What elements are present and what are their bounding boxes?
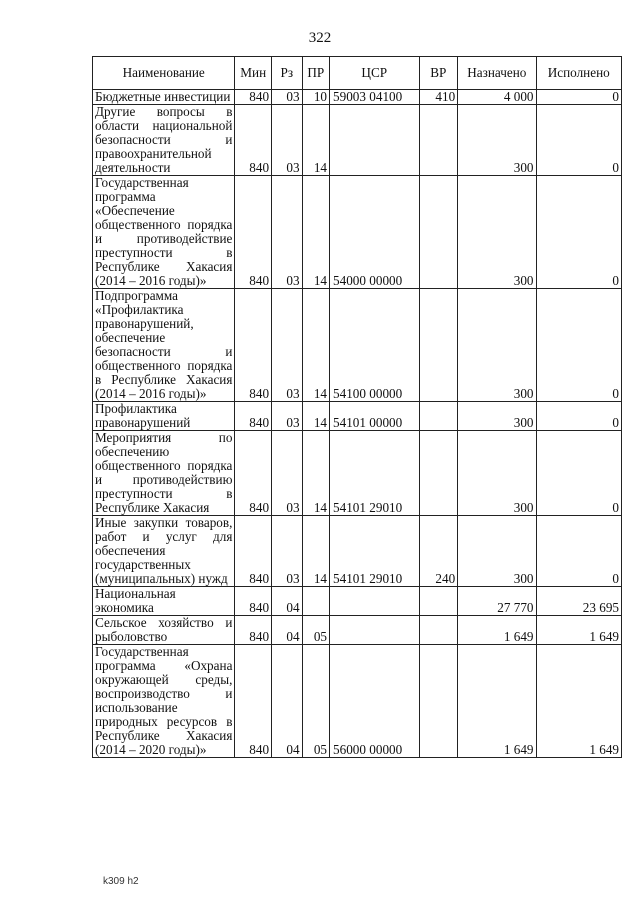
cell-pr: 14 xyxy=(302,176,329,289)
cell-csr xyxy=(330,587,420,616)
cell-name: Сельское хозяйство и рыболовство xyxy=(93,616,235,645)
cell-name: Другие вопросы в области национальной безопасности и правоохранительной деятельности xyxy=(93,105,235,176)
header-naznacheno: Назначено xyxy=(458,57,536,90)
table-row xyxy=(93,176,622,289)
header-pr: ПР xyxy=(302,57,329,90)
table-row xyxy=(93,645,622,758)
cell-name: Государственная программа «Охрана окружающей среды, воспроизводство и использование природных ресурсов в Республике Хакасия (2014 – 2020 годы)» xyxy=(93,645,235,758)
cell-name: Национальная экономика xyxy=(93,587,235,616)
footer-code: k309 h2 xyxy=(103,876,139,887)
table-row xyxy=(93,616,622,645)
cell-vr xyxy=(419,402,458,431)
cell-csr: 54101 29010 xyxy=(330,516,420,587)
cell-naznacheno: 300 xyxy=(458,176,536,289)
cell-csr xyxy=(330,105,420,176)
cell-naznacheno: 300 xyxy=(458,289,536,402)
cell-naznacheno: 4 000 xyxy=(458,90,536,105)
cell-rz: 03 xyxy=(272,90,303,105)
cell-rz: 04 xyxy=(272,616,303,645)
header-csr: ЦСР xyxy=(330,57,420,90)
cell-min: 840 xyxy=(235,431,272,516)
cell-name: Государственная программа «Обеспечение общественного порядка и противодействие преступности в Республике Хакасия (2014 – 2016 годы)» xyxy=(93,176,235,289)
cell-vr xyxy=(419,616,458,645)
cell-vr: 410 xyxy=(419,90,458,105)
cell-pr: 14 xyxy=(302,431,329,516)
cell-min: 840 xyxy=(235,645,272,758)
header-min: Мин xyxy=(235,57,272,90)
cell-rz: 04 xyxy=(272,645,303,758)
cell-min: 840 xyxy=(235,289,272,402)
cell-ispolneno: 1 649 xyxy=(536,645,622,758)
cell-pr: 05 xyxy=(302,645,329,758)
cell-naznacheno: 300 xyxy=(458,402,536,431)
cell-min: 840 xyxy=(235,616,272,645)
cell-rz: 03 xyxy=(272,402,303,431)
cell-name: Профилактика правонарушений xyxy=(93,402,235,431)
cell-min: 840 xyxy=(235,176,272,289)
cell-vr xyxy=(419,645,458,758)
cell-csr: 54100 00000 xyxy=(330,289,420,402)
header-vr: ВР xyxy=(419,57,458,90)
cell-pr: 14 xyxy=(302,289,329,402)
header-name: Наименование xyxy=(93,57,235,90)
table-row xyxy=(93,289,622,402)
cell-ispolneno: 0 xyxy=(536,176,622,289)
cell-vr xyxy=(419,176,458,289)
table-row xyxy=(93,402,622,431)
cell-csr: 54101 29010 xyxy=(330,431,420,516)
cell-ispolneno: 0 xyxy=(536,289,622,402)
cell-csr xyxy=(330,616,420,645)
cell-vr xyxy=(419,587,458,616)
cell-rz: 03 xyxy=(272,431,303,516)
cell-name: Подпрограмма «Профилактика правонарушений, обеспечение безопасности и общественного порядка в Республике Хакасия (2014 – 2016 годы)» xyxy=(93,289,235,402)
header-ispolneno: Исполнено xyxy=(536,57,622,90)
cell-ispolneno: 0 xyxy=(536,516,622,587)
cell-pr: 14 xyxy=(302,105,329,176)
cell-min: 840 xyxy=(235,402,272,431)
cell-rz: 03 xyxy=(272,289,303,402)
cell-csr: 54101 00000 xyxy=(330,402,420,431)
table-row xyxy=(93,587,622,616)
cell-ispolneno: 0 xyxy=(536,105,622,176)
table-row xyxy=(93,431,622,516)
cell-min: 840 xyxy=(235,516,272,587)
cell-naznacheno: 300 xyxy=(458,431,536,516)
cell-name: Бюджетные инвестиции xyxy=(93,90,235,105)
header-rz: Рз xyxy=(272,57,303,90)
cell-rz: 03 xyxy=(272,516,303,587)
cell-ispolneno: 1 649 xyxy=(536,616,622,645)
cell-naznacheno: 1 649 xyxy=(458,645,536,758)
cell-pr: 05 xyxy=(302,616,329,645)
cell-rz: 04 xyxy=(272,587,303,616)
budget-table xyxy=(92,56,622,758)
cell-naznacheno: 300 xyxy=(458,516,536,587)
table-row xyxy=(93,105,622,176)
cell-rz: 03 xyxy=(272,176,303,289)
cell-pr xyxy=(302,587,329,616)
table-row xyxy=(93,90,622,105)
table-header-row xyxy=(93,57,622,90)
cell-vr xyxy=(419,431,458,516)
cell-ispolneno: 0 xyxy=(536,402,622,431)
cell-ispolneno: 0 xyxy=(536,431,622,516)
cell-ispolneno: 0 xyxy=(536,90,622,105)
cell-naznacheno: 27 770 xyxy=(458,587,536,616)
cell-min: 840 xyxy=(235,105,272,176)
cell-pr: 14 xyxy=(302,516,329,587)
cell-pr: 10 xyxy=(302,90,329,105)
table-body xyxy=(93,90,622,758)
cell-vr: 240 xyxy=(419,516,458,587)
cell-vr xyxy=(419,289,458,402)
cell-naznacheno: 300 xyxy=(458,105,536,176)
cell-name: Мероприятия по обеспечению общественного порядка и противодействию преступности в Республике Хакасия xyxy=(93,431,235,516)
page-number: 322 xyxy=(308,30,332,46)
cell-min: 840 xyxy=(235,587,272,616)
cell-vr xyxy=(419,105,458,176)
cell-csr: 59003 04100 xyxy=(330,90,420,105)
table-row xyxy=(93,516,622,587)
cell-csr: 56000 00000 xyxy=(330,645,420,758)
cell-min: 840 xyxy=(235,90,272,105)
cell-csr: 54000 00000 xyxy=(330,176,420,289)
cell-rz: 03 xyxy=(272,105,303,176)
cell-name: Иные закупки товаров, работ и услуг для обеспечения государственных (муниципальных) нужд xyxy=(93,516,235,587)
cell-pr: 14 xyxy=(302,402,329,431)
cell-ispolneno: 23 695 xyxy=(536,587,622,616)
cell-naznacheno: 1 649 xyxy=(458,616,536,645)
